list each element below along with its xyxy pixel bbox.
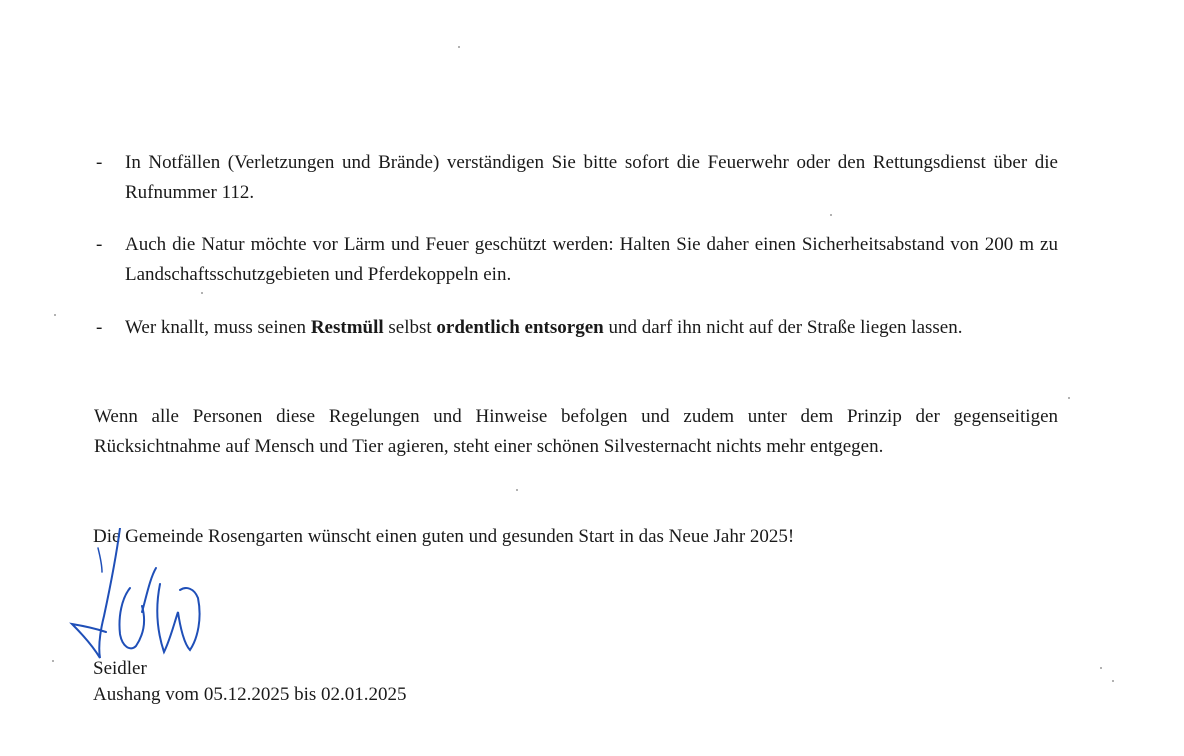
bullet-text-segment: Auch die Natur möchte vor Lärm und Feuer geschützt werden: Halten Sie daher einen Sicherheitsabstand von 200 m zu Landschaftsschutzgebieten und Pferdekoppeln ein. — [125, 234, 1058, 285]
bullet-dash: - — [96, 152, 103, 173]
bullet-text-bold: ordentlich entsorgen — [436, 317, 604, 338]
scan-speck — [52, 660, 54, 662]
scan-speck — [1112, 680, 1114, 682]
bullet-text — [125, 148, 1058, 208]
closing-paragraph: Wenn alle Personen diese Regelungen und Hinweise befolgen und zudem unter dem Prinzip der gegenseitigen Rücksichtnahme auf Mensch und Tier agieren, steht einer schönen Silvesternacht nichts mehr entgegen. — [94, 406, 1058, 457]
signer-name: Seidler — [93, 658, 147, 679]
bullet-text-segment: selbst — [383, 317, 437, 338]
bullet-item-waste — [96, 313, 1058, 343]
bullet-text-segment: In Notfällen (Verletzungen und Brände) verständigen Sie bitte sofort die Feuerwehr oder den Rettungsdienst über die Rufnummer 112. — [125, 152, 1058, 203]
bullet-text — [125, 230, 1058, 290]
bullet-text-bold: Restmüll — [310, 317, 384, 338]
scan-speck — [458, 46, 460, 48]
bullet-text-segment: und darf ihn nicht auf der Straße liegen lassen. — [603, 317, 963, 338]
bullet-text-segment: Wer knallt, muss seinen — [125, 317, 311, 338]
bullet-text — [125, 313, 1058, 343]
new-year-greeting: Die Gemeinde Rosengarten wünscht einen guten und gesunden Start in das Neue Jahr 2025! — [93, 526, 795, 547]
scan-speck — [1100, 667, 1102, 669]
scan-speck — [1068, 397, 1070, 399]
bullet-item-emergency — [96, 148, 1058, 208]
bullet-dash: - — [96, 317, 103, 338]
scan-speck — [830, 214, 832, 216]
bullet-item-nature — [96, 230, 1058, 290]
posting-period: Aushang vom 05.12.2025 bis 02.01.2025 — [93, 684, 407, 705]
scan-speck — [54, 314, 56, 316]
scan-speck — [516, 489, 518, 491]
scan-speck — [201, 292, 203, 294]
bullet-dash: - — [96, 234, 103, 255]
